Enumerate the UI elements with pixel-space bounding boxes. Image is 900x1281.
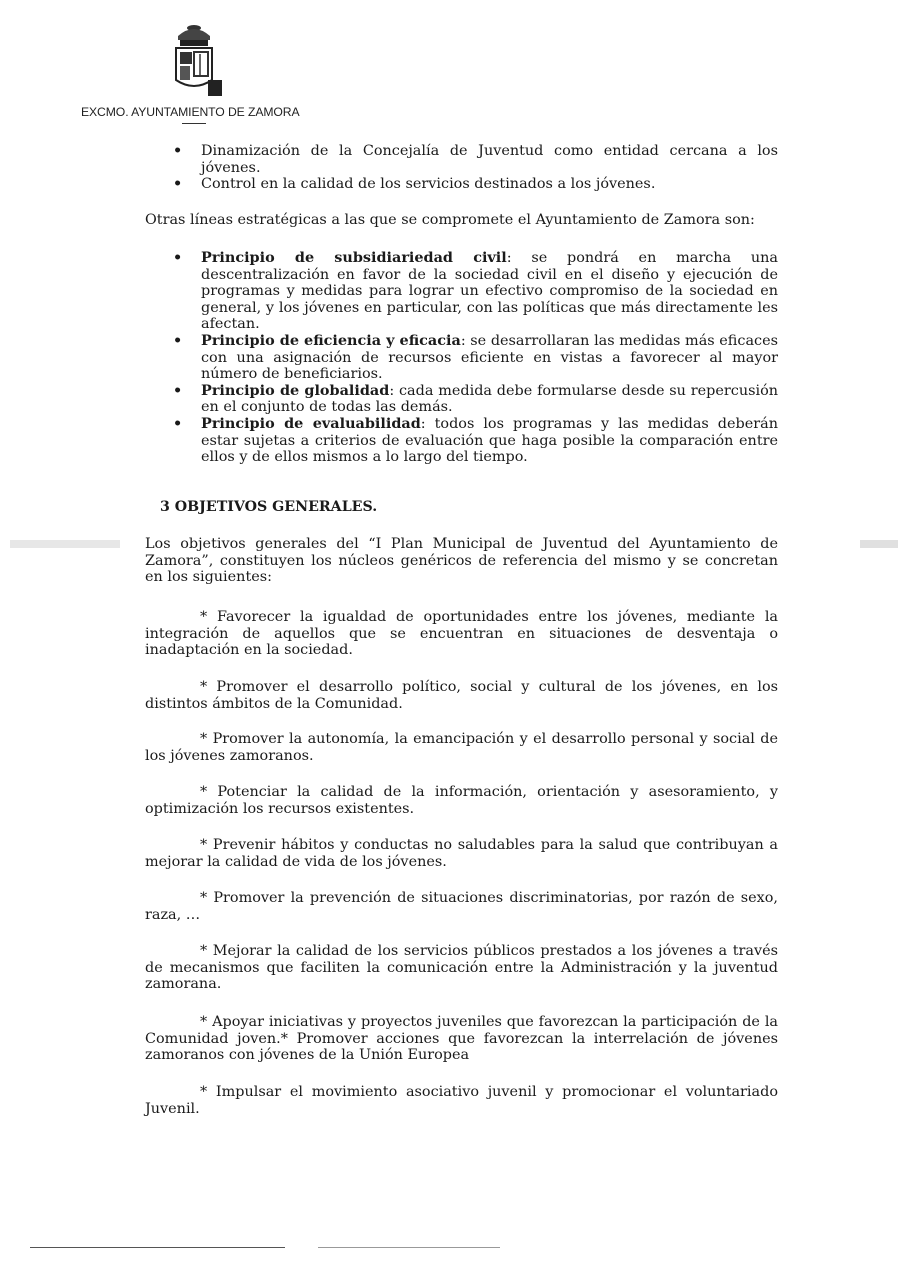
organization-name: EXCMO. AYUNTAMIENTO DE ZAMORA (81, 105, 300, 119)
list-item: • Principio de globalidad: cada medida debe formularse desde su repercusión en el conjunto de todas las demás. (173, 381, 779, 416)
objective-item: * Prevenir hábitos y conductas no saludables para la salud que contribuyan a mejorar la calidad de vida de los jóvenes. (145, 837, 778, 870)
bullet-icon: • (173, 175, 183, 193)
scan-artifact-line (318, 1247, 500, 1248)
objective-item: * Promover la prevención de situaciones discriminatorias, por razón de sexo, raza, … (145, 890, 778, 923)
list-item: • Principio de evaluabilidad: todos los programas y las medidas deberán estar sujetas a criterios de evaluación que haga posible la comparación entre ellos y de ellos mismos a lo largo del tiempo. (173, 414, 778, 466)
objective-item: * Potenciar la calidad de la información, orientación y asesoramiento, y optimización los recursos existentes. (145, 784, 778, 817)
top-bullet-list (145, 143, 778, 193)
scan-artifact-speck (10, 540, 120, 548)
section-heading: 3 OBJETIVOS GENERALES. (160, 499, 378, 515)
list-item: • Principio de eficiencia y eficacia: se desarrollaran las medidas más eficaces con una asignación de recursos eficiente en vistas a favorecer al mayor número de beneficiarios. (173, 331, 778, 383)
objective-item: * Apoyar iniciativas y proyectos juveniles que favorezcan la participación de la Comunidad joven.* Promover acciones que favorezcan la interrelación de jóvenes zamoranos con jóvenes de la Unión Europea (145, 1014, 778, 1064)
objective-item: * Mejorar la calidad de los servicios públicos prestados a los jóvenes a través de mecanismos que faciliten la comunicación entre la Administración y la juventud zamorana. (145, 943, 778, 993)
section-intro: Los objetivos generales del “I Plan Municipal de Juventud del Ayuntamiento de Zamora”, constituyen los núcleos genéricos de referencia del mismo y se concretan en los siguientes: (145, 536, 778, 586)
objective-item: * Impulsar el movimiento asociativo juvenil y promocionar el voluntariado Juvenil. (145, 1084, 778, 1117)
bullet-icon: • (173, 381, 183, 399)
bullet-icon: • (173, 414, 183, 432)
scan-artifact-speck (860, 540, 898, 548)
bullet-icon: • (173, 142, 183, 159)
intro-paragraph: Otras líneas estratégicas a las que se compromete el Ayuntamiento de Zamora son: (145, 212, 755, 228)
objective-item: * Promover el desarrollo político, social y cultural de los jóvenes, en los distintos ámbitos de la Comunidad. (145, 679, 778, 712)
principles-list (145, 250, 778, 466)
objective-item: * Promover la autonomía, la emancipación y el desarrollo personal y social de los jóvenes zamoranos. (145, 731, 778, 764)
scan-artifact-line (30, 1247, 285, 1248)
header-rule (182, 123, 206, 124)
list-item: • Principio de subsidiariedad civil: se pondrá en marcha una descentralización en favor de la sociedad civil en el diseño y ejecución de programas y medidas para lograr un efectivo compromiso de la sociedad en general, y los jóvenes en particular, con las políticas que más directamente les afectan. (173, 249, 778, 333)
bullet-icon: • (173, 249, 183, 266)
list-item: • Dinamización de la Concejalía de Juventud como entidad cercana a los jóvenes. (173, 142, 778, 176)
list-item: • Control en la calidad de los servicios destinados a los jóvenes. (173, 175, 656, 193)
objective-item: * Favorecer la igualdad de oportunidades entre los jóvenes, mediante la integración de aquellos que se encuentran en situaciones de desventaja o inadaptación en la sociedad. (145, 609, 778, 659)
coat-of-arms-icon (166, 22, 224, 102)
bullet-icon: • (173, 331, 183, 349)
